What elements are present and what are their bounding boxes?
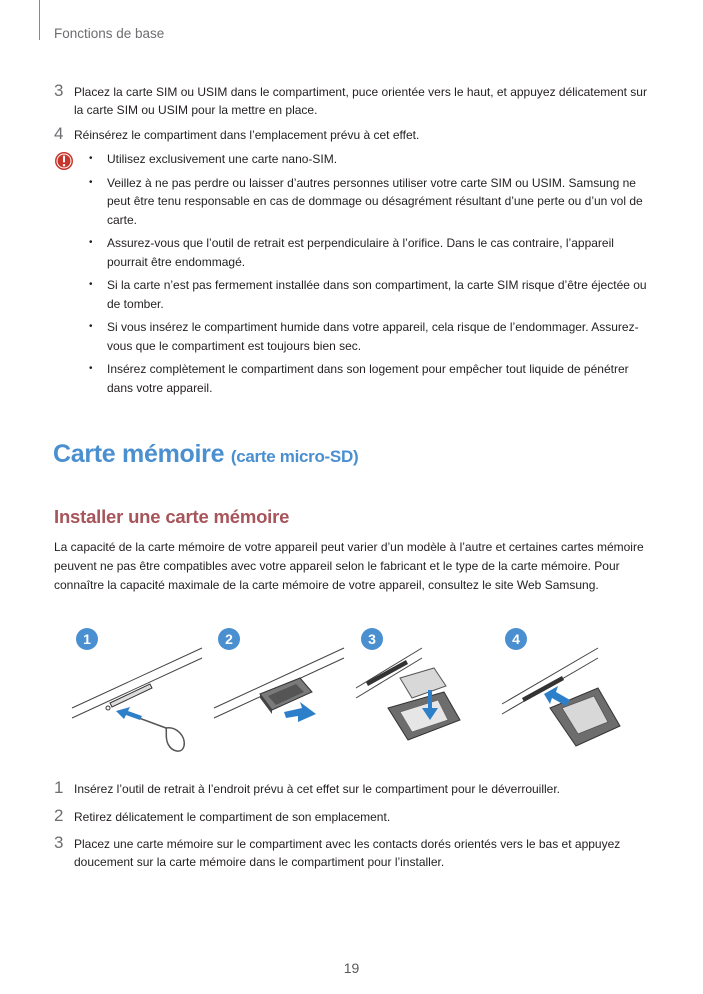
section-title-main: Carte mémoire — [53, 440, 225, 468]
step-text: Insérez l’outil de retrait à l’endroit prévu à cet effet sur le compartiment pour le déverrouiller. — [74, 782, 561, 796]
sim-step-4 — [54, 124, 654, 145]
caution-item: • Utilisez exclusivement une carte nano-SIM. — [89, 150, 649, 169]
caution-item: • Veillez à ne pas perdre ou laisser d’autres personnes utiliser votre carte SIM ou USIM. Samsung ne peut être tenu responsable en cas de dommage ou désagrément résultant d’une perte ou d’un vol de carte. — [89, 174, 649, 230]
step-number: 1 — [54, 778, 64, 797]
caution-item: • Si vous insérez le compartiment humide dans votre appareil, cela risque de l’endommager. Assurez-vous que le compartiment est toujours bien sec. — [89, 318, 649, 355]
step-number: 3 — [54, 81, 64, 100]
section-title-sub: (carte micro-SD) — [230, 447, 359, 466]
sim-step-3 — [54, 81, 654, 119]
caution-item: • Insérez complètement le compartiment dans son logement pour empêcher tout liquide de pénétrer dans votre appareil. — [89, 360, 649, 397]
step-text: Placez une carte mémoire sur le compartiment avec les contacts dorés orientés vers le bas et appuyez doucement sur la carte mémoire dans le compartiment pour l’installer. — [74, 837, 621, 869]
card-step-1 — [54, 778, 654, 799]
step-number: 2 — [54, 806, 64, 825]
card-step-2 — [54, 806, 654, 827]
page-number: 19 — [343, 960, 360, 976]
header-rule — [39, 0, 40, 40]
step-text: Réinsérez le compartiment dans l’emplacement prévu à cet effet. — [74, 128, 420, 142]
figure-badge-2: 2 — [218, 628, 240, 650]
figure-badge-3: 3 — [361, 628, 383, 650]
figure-badge-4: 4 — [505, 628, 527, 650]
card-step-3 — [54, 833, 654, 871]
caution-icon — [54, 151, 74, 171]
section-title — [53, 440, 358, 469]
illustration-insert-tray — [498, 628, 636, 768]
caution-item: • Si la carte n’est pas fermement installée dans son compartiment, la carte SIM risque d’être éjectée ou de tomber. — [89, 276, 649, 313]
caution-item: • Assurez-vous que l’outil de retrait est perpendiculaire à l’orifice. Dans le cas contraire, l’appareil pourrait être endommagé. — [89, 234, 649, 271]
step-number: 4 — [54, 124, 64, 143]
running-header: Fonctions de base — [54, 26, 165, 41]
illustration-insert-card — [352, 628, 490, 768]
step-number: 3 — [54, 833, 64, 852]
figure-badge-1: 1 — [76, 628, 98, 650]
caution-list — [89, 150, 649, 402]
step-text: Placez la carte SIM ou USIM dans le compartiment, puce orientée vers le haut, et appuyez délicatement sur la carte SIM ou USIM pour la mettre en place. — [74, 85, 647, 117]
subsection-title: Installer une carte mémoire — [54, 506, 290, 527]
illustration-eject-pin — [68, 628, 206, 768]
step-text: Retirez délicatement le compartiment de son emplacement. — [74, 810, 391, 824]
intro-paragraph: La capacité de la carte mémoire de votre appareil peut varier d’un modèle à l’autre et certaines cartes mémoire peuvent ne pas être compatibles avec votre appareil selon le fabricant et le type de la carte mémoire. Pour connaître la capacité maximale de la carte mémoire de votre appareil, consultez le site Web Samsung. — [54, 540, 644, 592]
illustration-remove-tray — [210, 628, 348, 768]
